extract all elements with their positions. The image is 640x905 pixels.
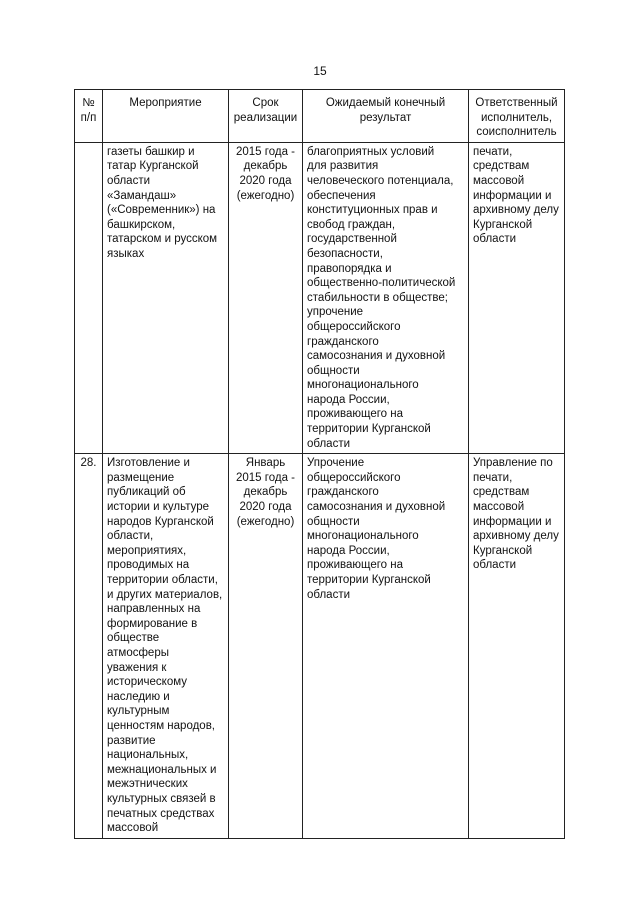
header-number: № п/п [75, 90, 103, 143]
row-term: 2015 года - декабрь 2020 года (ежегодно) [229, 142, 303, 453]
row-responsible: печати, средствам массовой информации и архивному делу Курганской области [469, 142, 565, 453]
row-result: Упрочение общероссийского гражданского самосознания и духовной общности многонационального народа России, проживающего на территории Курганской области [303, 454, 469, 838]
header-event: Мероприятие [103, 90, 229, 143]
header-term: Срок реализации [229, 90, 303, 143]
row-result: благоприятных условий для развития человеческого потенциала, обеспечения конституционных прав и свобод граждан, государственной безопасности, правопорядка и общественно-политической стабильности в обществе; упрочение общероссийского гражданского самосознания и духовной общности многонационального народа России, проживающего на территории Курганской области [303, 142, 469, 453]
table-header-row [75, 90, 565, 143]
row-number [75, 142, 103, 453]
page-number: 15 [313, 64, 327, 78]
header-result: Ожидаемый конечный результат [303, 90, 469, 143]
table-row [75, 454, 565, 838]
row-responsible: Управление по печати, средствам массовой информации и архивному делу Курганской области [469, 454, 565, 838]
row-event: газеты башкир и татар Курганской области «Замандаш» («Современник») на башкирском, татарском и русском языках [103, 142, 229, 453]
events-table [74, 89, 565, 839]
row-term: Январь 2015 года - декабрь 2020 года (ежегодно) [229, 454, 303, 838]
row-number: 28. [75, 454, 103, 838]
table-row [75, 142, 565, 453]
header-responsible: Ответственный исполнитель, соисполнитель [469, 90, 565, 143]
row-event: Изготовление и размещение публикаций об истории и культуре народов Курганской области, мероприятиях, проводимых на территории области, и других материалов, направленных на формирование в обществе атмосферы уважения к историческому наследию и культурным ценностям народов, развитие национальных, межнациональных и межэтнических культурных связей в печатных средствах массовой [103, 454, 229, 838]
